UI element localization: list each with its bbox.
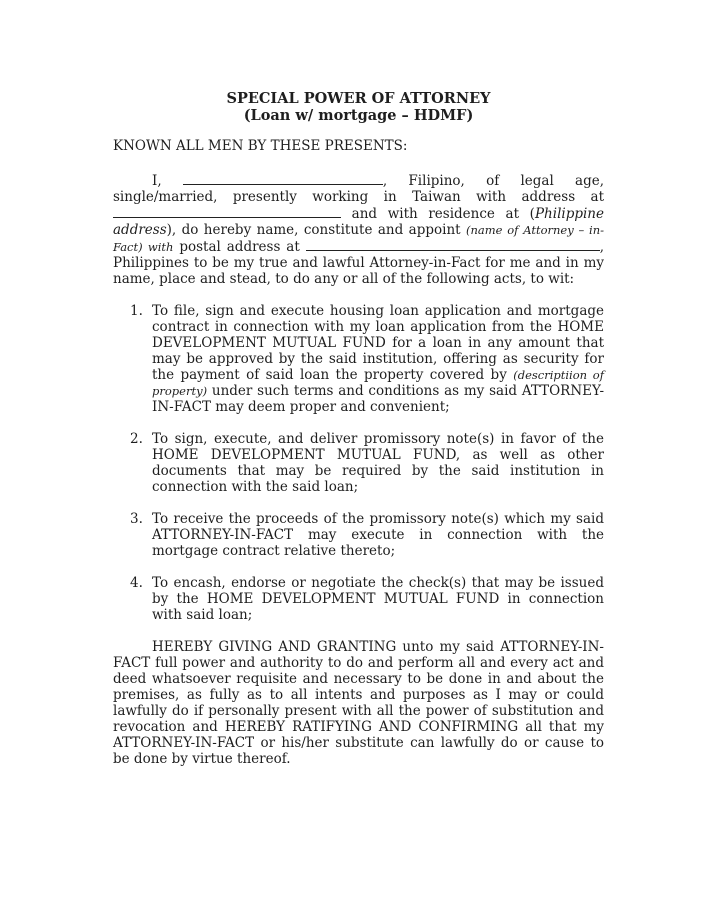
intro-text-1: I, bbox=[152, 173, 162, 189]
principal-name-blank bbox=[183, 172, 383, 185]
intro-paragraph bbox=[113, 172, 604, 287]
salutation: KNOWN ALL MEN BY THESE PRESENTS: bbox=[113, 138, 408, 154]
list-item-3 bbox=[113, 511, 604, 559]
intro-text-6: , Philippines to be my true and lawful Attorney-in-Fact for me and in my name, place and stead, to do any or all of the following acts, to wit: bbox=[113, 239, 604, 287]
acts-list bbox=[113, 303, 604, 623]
attorney-name-hint: (name of Attorney – in-Fact) with bbox=[113, 223, 604, 254]
item-number: 4. bbox=[130, 575, 143, 591]
intro-text-3: and with residence at ( bbox=[351, 206, 535, 222]
item-text: To encash, endorse or negotiate the check(s) that may be issued by the HOME DEVELOPMENT MUTUAL FUND in connection with said loan; bbox=[152, 575, 604, 623]
postal-address-blank bbox=[306, 238, 600, 251]
list-item-1 bbox=[113, 303, 604, 415]
taiwan-address-blank bbox=[113, 205, 341, 218]
property-description-hint: (descriptiion of property) bbox=[152, 368, 604, 398]
intro-text-5: postal address at bbox=[179, 239, 300, 255]
item-number: 2. bbox=[130, 431, 143, 447]
item-1-text-a: To file, sign and execute housing loan application and mortgage contract in connection with my loan application from the HOME DEVELOPMENT MUTUAL FUND for a loan in any amount that may be approved by the said institution, offering as security for the payment of said loan the property covered by bbox=[152, 303, 604, 383]
philippine-address-hint: Philippine address bbox=[113, 206, 604, 238]
item-text bbox=[152, 303, 604, 415]
item-1-text-c: under such terms and conditions as my said ATTORNEY-IN-FACT may deem proper and convenient; bbox=[152, 383, 604, 415]
list-item-4 bbox=[113, 575, 604, 623]
intro-text-4: ), do hereby name, constitute and appoint bbox=[166, 222, 461, 238]
item-text: To receive the proceeds of the promissory note(s) which my said ATTORNEY-IN-FACT may execute in connection with the mortgage contract relative thereto; bbox=[152, 511, 604, 559]
intro-text-2: , Filipino, of legal age, single/married, presently working in Taiwan with address at bbox=[113, 173, 604, 205]
document-subtitle: (Loan w/ mortgage – HDMF) bbox=[243, 107, 474, 124]
item-number: 1. bbox=[130, 303, 143, 319]
item-text: To sign, execute, and deliver promissory note(s) in favor of the HOME DEVELOPMENT MUTUAL FUND, as well as other documents that may be required by the said institution in connection with the said loan; bbox=[152, 431, 604, 495]
document-title-block bbox=[113, 90, 604, 124]
closing-paragraph: HEREBY GIVING AND GRANTING unto my said ATTORNEY-IN-FACT full power and authority to do and perform all and every act and deed whatsoever requisite and necessary to be done in and about the premises, as fully as to all intents and purposes as I may or could lawfully do if personally present with all the power of substitution and revocation and HEREBY RATIFYING AND CONFIRMING all that my ATTORNEY-IN-FACT or his/her substitute can lawfully do or cause to be done by virtue thereof. bbox=[113, 639, 604, 767]
document-title: SPECIAL POWER OF ATTORNEY bbox=[226, 90, 491, 107]
item-number: 3. bbox=[130, 511, 143, 527]
list-item-2 bbox=[113, 431, 604, 495]
